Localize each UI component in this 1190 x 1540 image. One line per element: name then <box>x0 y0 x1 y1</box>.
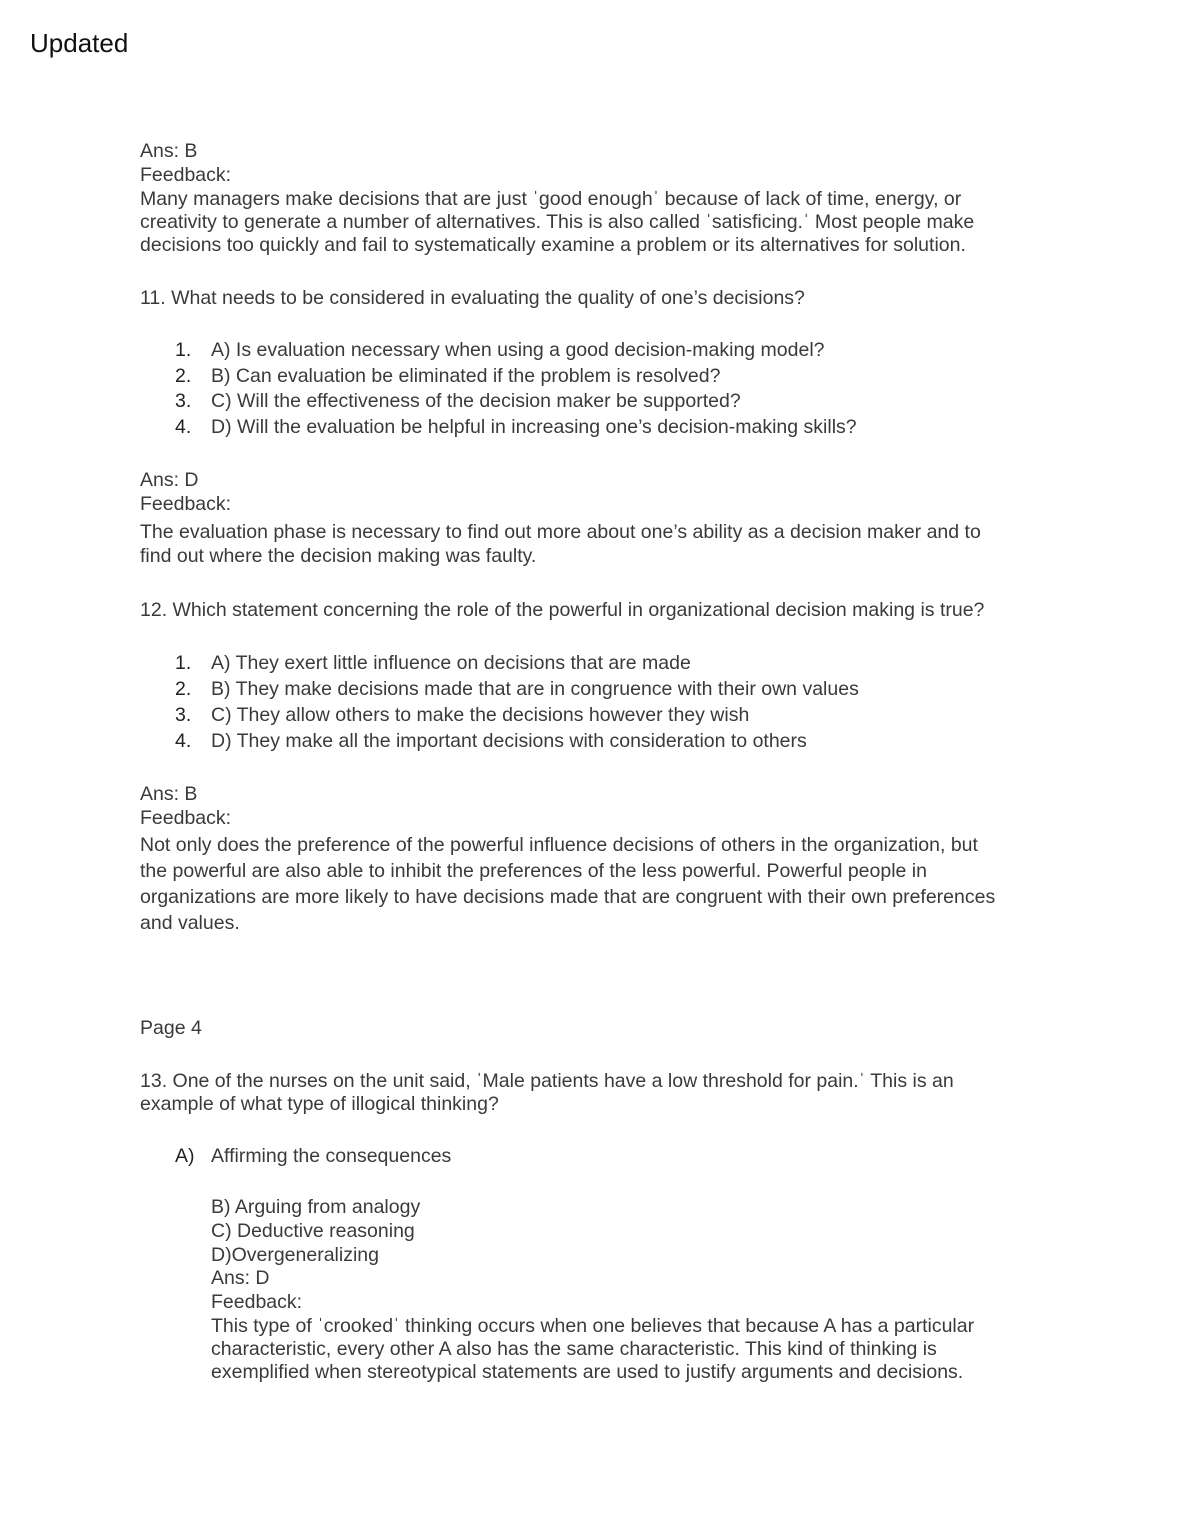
feedback-label: Feedback: <box>140 164 232 186</box>
feedback-line: decisions too quickly and fail to systematically examine a problem or its alternatives for solution. <box>140 234 966 256</box>
option-number: 4. <box>175 730 192 752</box>
answer: Ans: D <box>211 1267 270 1289</box>
option: B) They make decisions made that are in congruence with their own values <box>211 678 859 700</box>
option: D) They make all the important decisions with consideration to others <box>211 730 807 752</box>
option: C) Deductive reasoning <box>211 1220 415 1242</box>
option-number: 2. <box>175 678 192 700</box>
option-number: 3. <box>175 390 192 412</box>
feedback-line: characteristic, every other A also has the same characteristic. This kind of thinking is <box>211 1338 937 1360</box>
option: C) Will the effectiveness of the decision maker be supported? <box>211 390 741 412</box>
feedback-label: Feedback: <box>140 807 232 829</box>
option: A) They exert little influence on decisions that are made <box>211 652 691 674</box>
feedback-line: The evaluation phase is necessary to find out more about one’s ability as a decision maker and to <box>140 521 981 543</box>
feedback-line: creativity to generate a number of alternatives. This is also called ˈsatisficing.ˈ Most people make <box>140 211 975 233</box>
feedback-line: the powerful are also able to inhibit the preferences of the less powerful. Powerful people in <box>140 860 927 882</box>
option: D) Will the evaluation be helpful in increasing one’s decision-making skills? <box>211 416 857 438</box>
feedback-line: exemplified when stereotypical statements are used to justify arguments and decisions. <box>211 1361 964 1383</box>
option-number: 4. <box>175 416 192 438</box>
option: C) They allow others to make the decisions however they wish <box>211 704 750 726</box>
feedback-line: This type of ˈcrookedˈ thinking occurs when one believes that because A has a particular <box>211 1315 975 1337</box>
feedback-line: and values. <box>140 912 240 934</box>
feedback-line: find out where the decision making was faulty. <box>140 545 537 567</box>
feedback-line: Many managers make decisions that are just ˈgood enoughˈ because of lack of time, energy, or <box>140 188 962 210</box>
question-11: 11. What needs to be considered in evaluating the quality of one’s decisions? <box>140 287 805 309</box>
option: A) Is evaluation necessary when using a good decision-making model? <box>211 339 825 361</box>
question-13: 13. One of the nurses on the unit said, ˈMale patients have a low threshold for pain.ˈ This is an <box>140 1070 954 1092</box>
option-number: 1. <box>175 652 192 674</box>
header-label: Updated <box>30 28 129 58</box>
option-number: 3. <box>175 704 192 726</box>
option: Affirming the consequences <box>211 1145 452 1167</box>
option: D)Overgeneralizing <box>211 1244 379 1266</box>
question-13-line: example of what type of illogical thinking? <box>140 1093 499 1115</box>
option: B) Can evaluation be eliminated if the problem is resolved? <box>211 365 721 387</box>
answer: Ans: B <box>140 140 198 162</box>
answer: Ans: D <box>140 469 199 491</box>
feedback-line: Not only does the preference of the powerful influence decisions of others in the organization, but <box>140 834 978 856</box>
feedback-label: Feedback: <box>140 493 232 515</box>
feedback-label: Feedback: <box>211 1291 303 1313</box>
option-number: 1. <box>175 339 192 361</box>
option: B) Arguing from analogy <box>211 1196 421 1218</box>
feedback-line: organizations are more likely to have decisions made that are congruent with their own preferences <box>140 886 996 908</box>
page-number: Page 4 <box>140 1017 202 1039</box>
question-12: 12. Which statement concerning the role of the powerful in organizational decision making is true? <box>140 599 985 621</box>
option-marker: A) <box>175 1145 195 1167</box>
option-number: 2. <box>175 365 192 387</box>
answer: Ans: B <box>140 783 198 805</box>
